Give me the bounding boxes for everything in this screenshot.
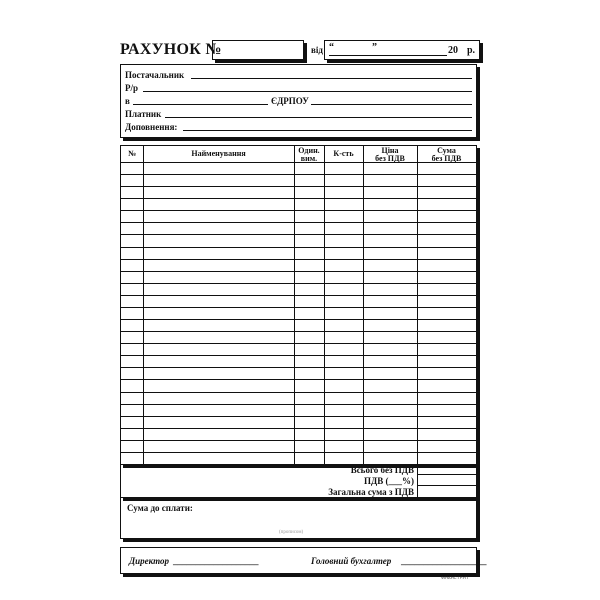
supplement-label: Доповнення: [125,122,178,132]
account-line [143,91,472,92]
table-row[interactable] [121,379,476,380]
date-underline [329,55,447,56]
signatures-box [120,547,487,574]
total-no-vat-label: Всього без ПДВ [350,465,414,475]
supplier-label: Постачальник [125,70,185,80]
table-row[interactable] [121,343,476,344]
table-row[interactable] [121,392,476,393]
totals-value-cells[interactable] [417,463,476,497]
date-year-suffix: р. [466,45,475,56]
items-table [120,145,477,465]
column-header-text: № [127,149,137,158]
column-header [363,147,417,163]
table-row[interactable] [121,367,476,368]
amount-due-box[interactable] [120,497,477,539]
total-with-vat-label: Загальна сума з ПДВ [328,487,414,497]
amount-words-hint: (прописом) [279,530,304,535]
column-header-text: Ціна [381,146,399,155]
accountant-label: Головний бухгалтер [311,556,392,566]
table-row[interactable] [121,440,476,441]
director-signature-line[interactable]: ___________________ [173,556,259,566]
table-row[interactable] [121,319,476,320]
bank-line [133,104,268,105]
supplement-line [183,130,472,131]
column-header [324,150,363,166]
table-row[interactable] [121,307,476,308]
totals-divider [418,485,476,486]
date-year-prefix: 20 [448,45,458,56]
column-header [417,147,476,163]
column-header-text: без ПДВ [375,154,405,163]
amount-due-label: Сума до сплати: [127,503,193,513]
column-header-text: Сума [437,146,456,155]
date-quote-open: “ [329,42,334,53]
table-row[interactable] [121,186,476,187]
column-header-text: без ПДВ [431,154,462,163]
header-divider [121,162,476,163]
bank-row[interactable] [125,94,472,107]
supplier-line [191,78,472,79]
table-row[interactable] [121,283,476,284]
invoice-number-field[interactable] [212,40,304,60]
table-row[interactable] [121,259,476,260]
table-row[interactable] [121,222,476,223]
column-header-text: К-сть [333,149,354,158]
invoice-title: РАХУНОК № [120,41,222,58]
table-row[interactable] [121,210,476,211]
payer-line [165,117,472,118]
director-label: Директор [129,556,169,566]
column-header [143,150,294,166]
payer-row[interactable] [125,107,472,120]
date-from-label: від [311,45,323,55]
column-header-text: Найменування [191,149,246,158]
column-header-text: Один. [298,146,320,155]
invoice-date-field[interactable] [324,40,480,60]
column-header [121,150,143,166]
payer-label: Платник [125,109,162,119]
supplement-row[interactable] [125,120,472,133]
totals-box [120,463,477,498]
table-row[interactable] [121,271,476,272]
table-row[interactable] [121,428,476,429]
table-row[interactable] [121,198,476,199]
supplier-row[interactable] [125,68,472,81]
column-header-text: вим. [300,154,318,163]
date-quote-close: ” [372,42,377,53]
table-row[interactable] [121,247,476,248]
table-row[interactable] [121,174,476,175]
totals-divider [418,474,476,475]
table-row[interactable] [121,355,476,356]
column-header [294,147,324,163]
accountant-signature-line[interactable]: ___________________ [401,556,487,566]
account-label: Р/р [125,83,139,93]
edrpou-line [311,104,472,105]
publisher-logo: ФІНАНС ГРУП [441,575,468,580]
edrpou-label: ЄДРПОУ [271,96,309,106]
table-row[interactable] [121,452,476,453]
table-row[interactable] [121,234,476,235]
table-row[interactable] [121,295,476,296]
vat-label: ПДВ (___%) [364,476,414,486]
table-row[interactable] [121,416,476,417]
account-row[interactable] [125,81,472,94]
table-row[interactable] [121,331,476,332]
bank-in-label: в [125,96,130,106]
table-row[interactable] [121,404,476,405]
party-info-box [120,64,477,138]
